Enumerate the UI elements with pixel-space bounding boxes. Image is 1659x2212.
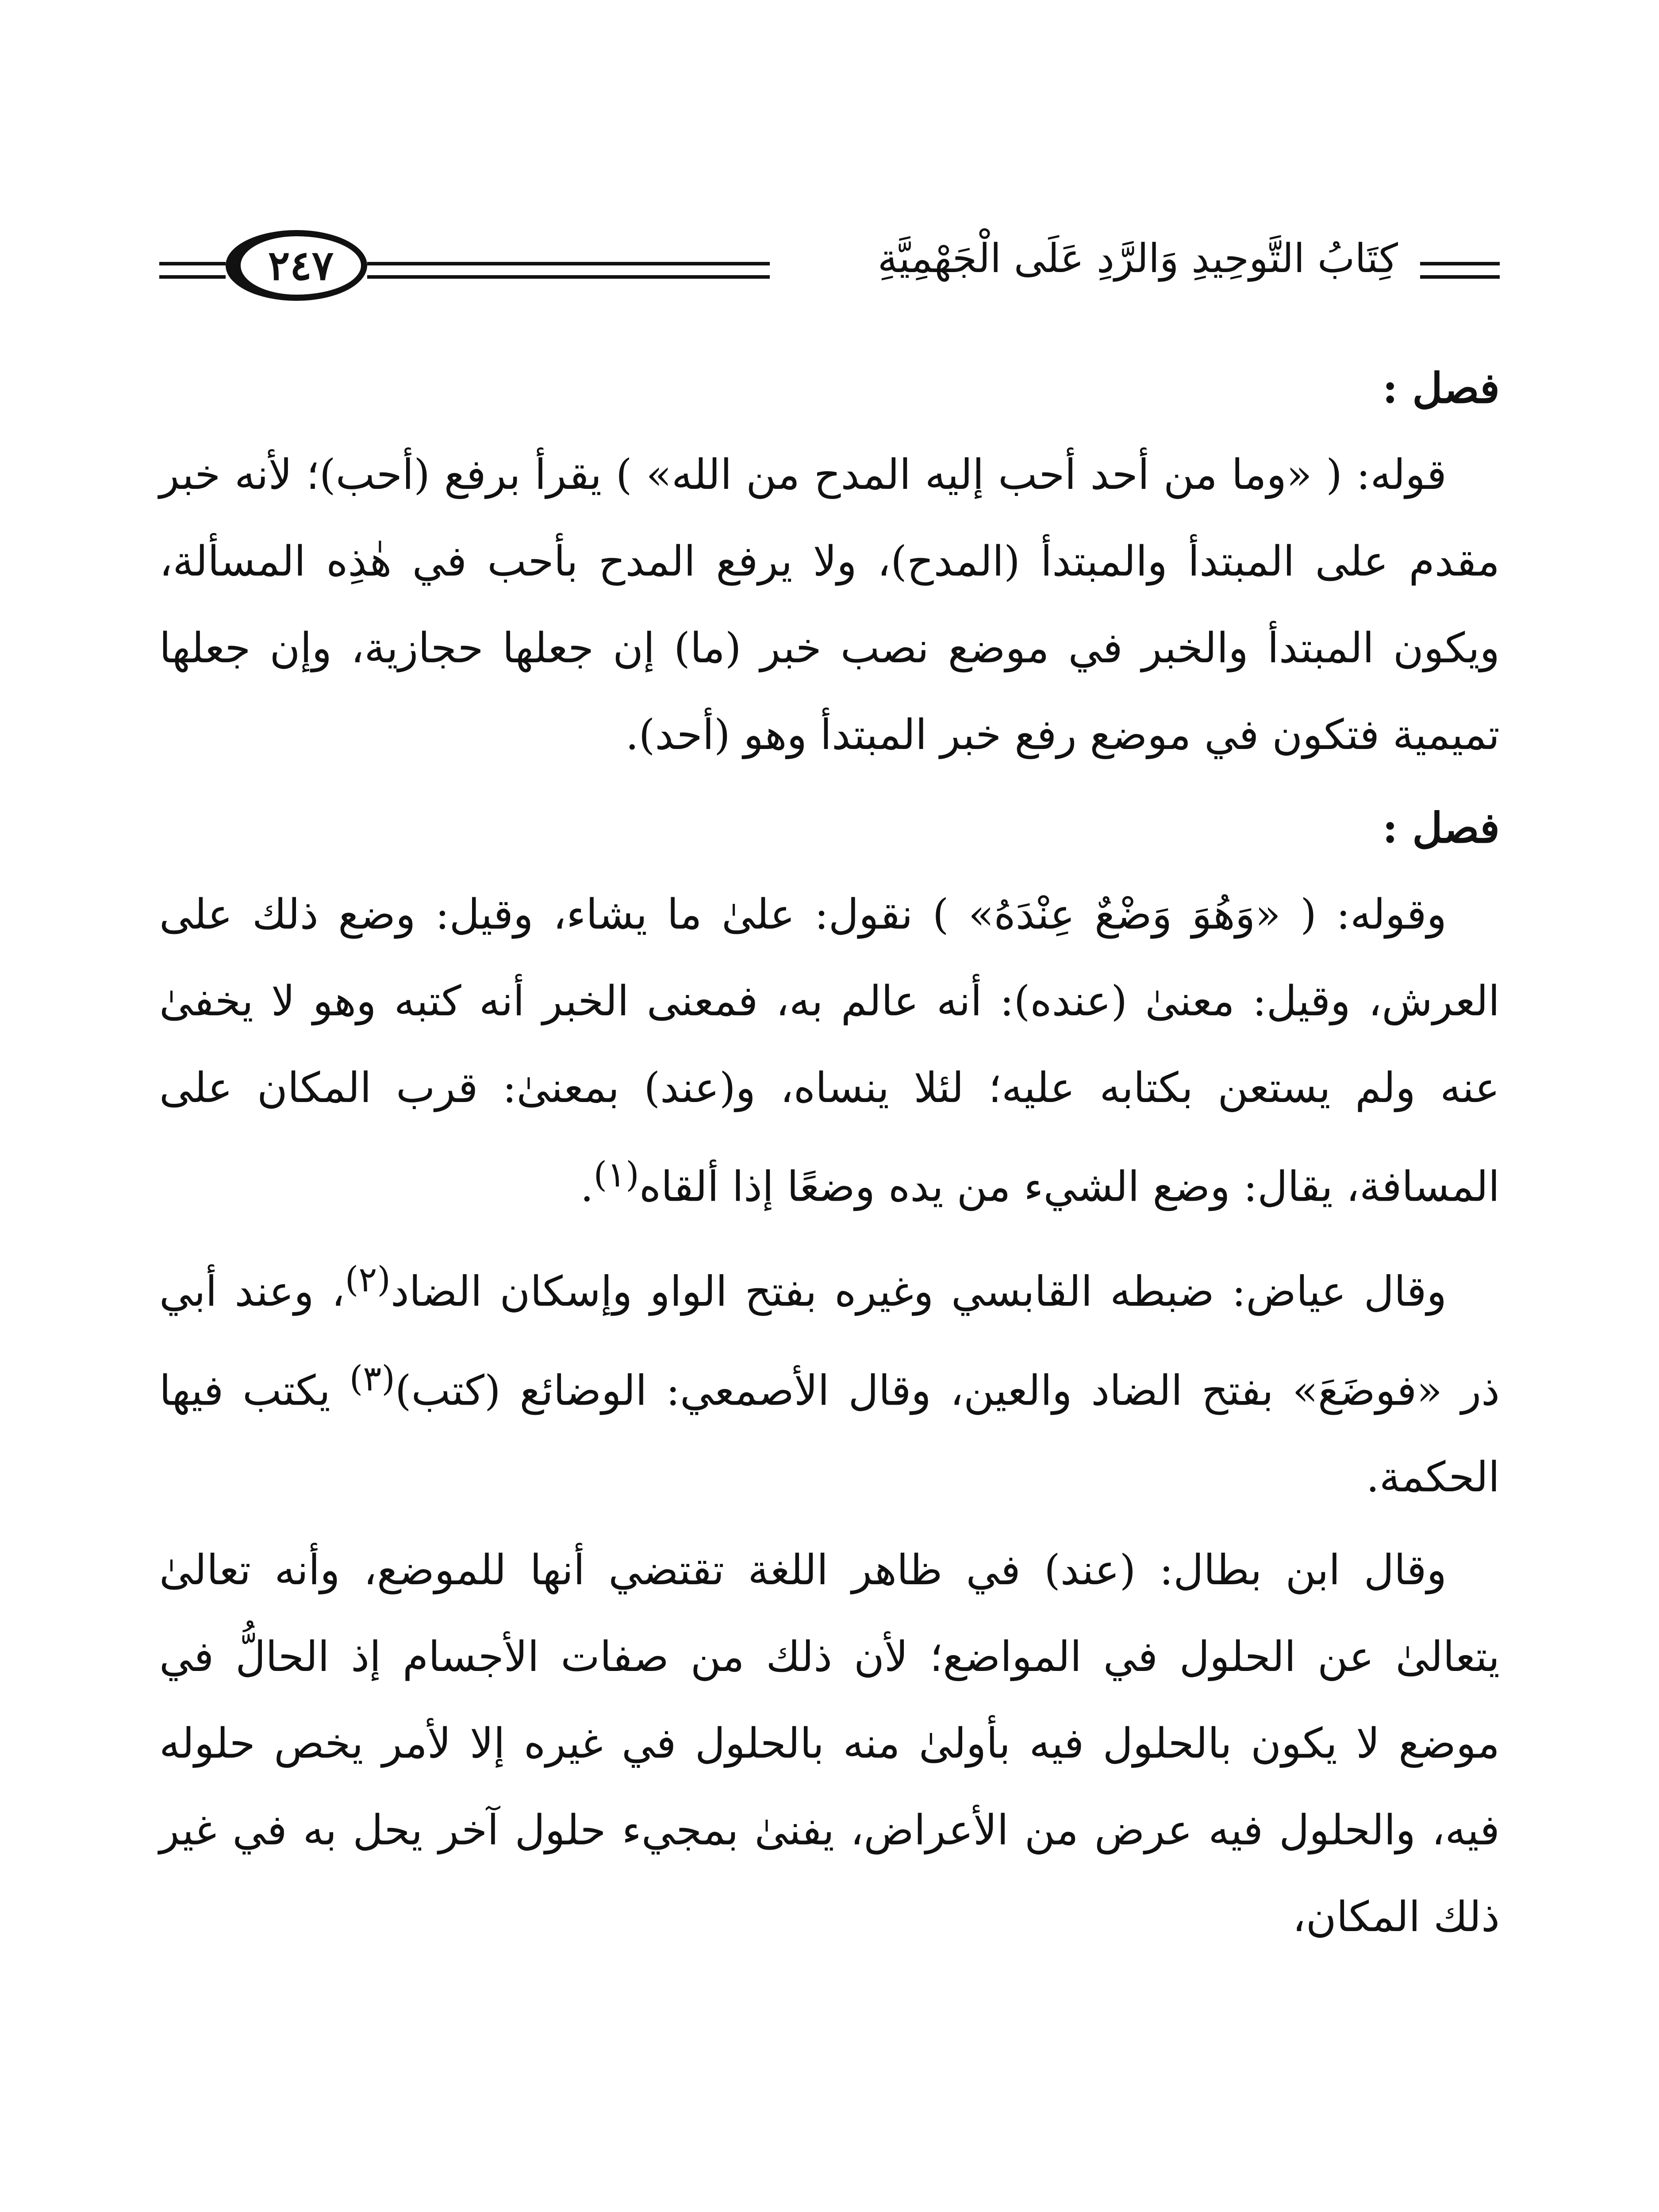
paragraph (159, 1237, 1500, 1521)
page-number: ٢٤٧ (226, 230, 367, 301)
paragraph-text: يكتب فيها الحكمة. (159, 1366, 1500, 1502)
paragraph-text: وقوله: ( «وَهُوَ وَضْعٌ عِنْدَهُ» ) نقول: علىٰ ما يشاء، وقيل: وضع ذلك على العرش، وقيل: معنىٰ (عنده): أنه عالم به، فمعنى الخبر أنه كتبه وهو لا يخفىٰ عنه ولم يستعن بكتابه عليه؛ لئلا ينساه، و(عند) بمعنىٰ: قرب المكان على المسافة، يقال: وضع الشيء من يده وضعًا إذا ألقاه (159, 891, 1500, 1211)
book-title: كِتَابُ التَّوحِيدِ وَالرَّدِ عَلَى الْجَهْمِيَّةِ (877, 235, 1398, 282)
paragraph-text: ، وعند أبي ذر «فوضَعَ» بفتح الضاد والعين، وقال الأصمعي: الوضائع (كتب) (159, 1267, 1500, 1415)
footnote-ref[interactable]: (١) (593, 1155, 639, 1195)
header-rule-right (1420, 262, 1500, 279)
header-rule-left (159, 262, 226, 279)
section-heading: فصل : (1382, 804, 1500, 853)
paragraph: قوله: ( «وما من أحد أحب إليه المدح من الله» ) يقرأ برفع (أحب)؛ لأنه خبر مقدم على المبتدأ والمبتدأ (المدح)، ولا يرفع المدح بأحب في هٰذِه المسألة، ويكون المبتدأ والخبر في موضع نصب خبر (ما) إن جعلها حجازية، وإن جعلها تميمية فتكون في موضع رفع خبر المبتدأ وهو (أحد). (159, 451, 1500, 759)
paragraph: وقال ابن بطال: (عند) في ظاهر اللغة تقتضي أنها للموضع، وأنه تعالىٰ يتعالىٰ عن الحلول في المواضع؛ لأن ذلك من صفات الأجسام إذ الحالُّ في موضع لا يكون بالحلول فيه بأولىٰ منه بالحلول في غيره إلا لأمر يخص حلوله فيه، والحلول فيه عرض من الأعراض، يفنىٰ بمجيء حلول آخر يحل به في غير ذلك المكان، (159, 1546, 1500, 1941)
paragraph (159, 872, 1500, 1230)
paragraph-text: وقال عياض: ضبطه القابسي وغيره بفتح الواو وإسكان الضاد (390, 1267, 1447, 1316)
main-text (159, 345, 1500, 1961)
section-heading: فصل : (1382, 364, 1500, 413)
footnote-ref[interactable]: (٢) (345, 1260, 391, 1300)
footnote-ref[interactable]: (٣) (349, 1358, 395, 1399)
running-header (159, 221, 1500, 319)
header-rule-middle (367, 262, 770, 279)
paragraph-text: . (580, 1163, 594, 1211)
